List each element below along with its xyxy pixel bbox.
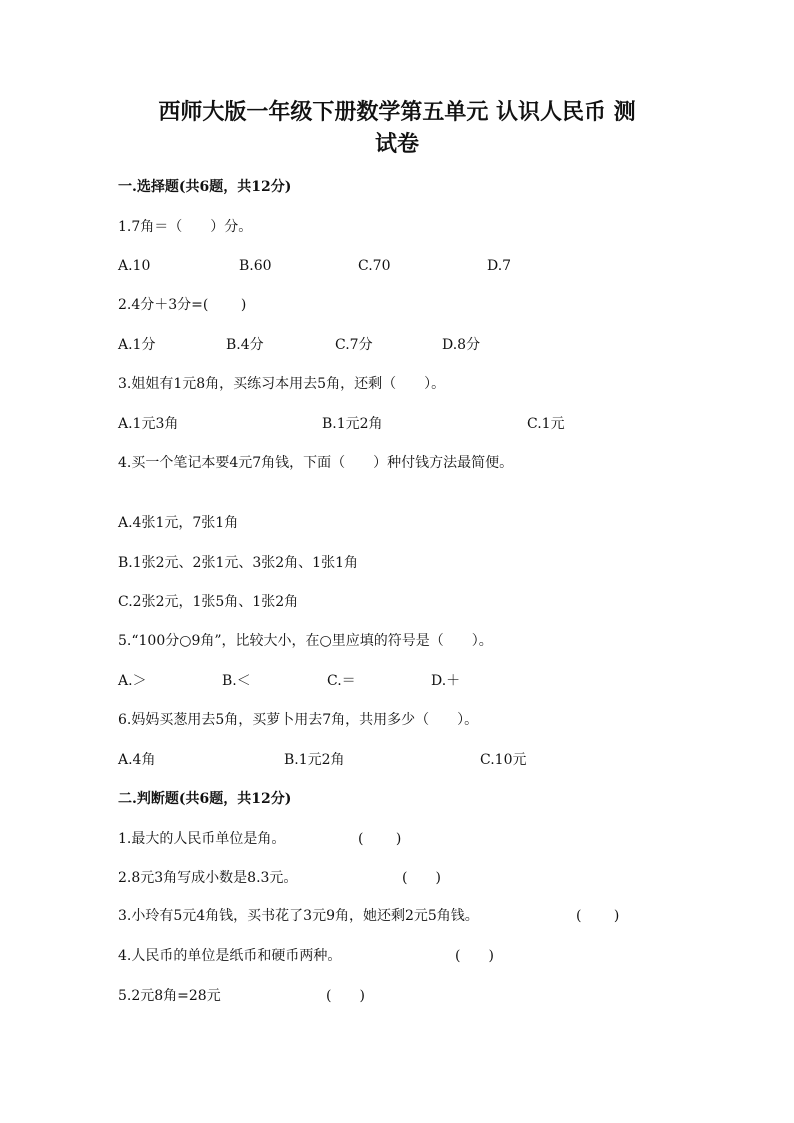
judge-4-bracket: ( ) xyxy=(455,948,494,964)
judge-5-stem: 5.2元8角=28元 xyxy=(118,988,221,1004)
q2-option-a: A.1分 xyxy=(118,337,156,353)
q1-option-a: A.10 xyxy=(118,258,151,274)
exam-title xyxy=(100,96,694,160)
q3-option-c: C.1元 xyxy=(527,416,565,432)
judge-1-stem: 1.最大的人民币单位是角。 xyxy=(118,831,286,847)
judge-3-bracket: ( ) xyxy=(576,908,620,924)
q6-option-a: A.4角 xyxy=(118,752,156,768)
q3-option-b: B.1元2角 xyxy=(322,416,383,432)
q5-option-d: D.＋ xyxy=(431,673,461,689)
q2-option-b: B.4分 xyxy=(226,337,264,353)
q1-stem: 1.7角＝（ ）分。 xyxy=(118,219,253,235)
judge-3-stem: 3.小玲有5元4角钱，买书花了3元9角，她还剩2元5角钱。 xyxy=(118,908,479,924)
q2-option-c: C.7分 xyxy=(335,337,373,353)
q4-stem: 4.买一个笔记本要4元7角钱，下面（ ）种付钱方法最简便。 xyxy=(118,455,514,471)
q4-option-b: B.1张2元、2张1元、3张2角、1张1角 xyxy=(118,555,358,571)
q1-option-b: B.60 xyxy=(239,258,272,274)
q2-option-d: D.8分 xyxy=(442,337,481,353)
q4-option-a: A.4张1元，7张1角 xyxy=(118,515,239,531)
judge-4-stem: 4.人民币的单位是纸币和硬币两种。 xyxy=(118,948,342,964)
q6-option-b: B.1元2角 xyxy=(284,752,345,768)
judge-2-stem: 2.8元3角写成小数是8.3元。 xyxy=(118,870,298,886)
judge-2-bracket: ( ) xyxy=(402,870,441,886)
q1-option-c: C.70 xyxy=(358,258,391,274)
section-2-heading: 二.判断题(共6题，共12分) xyxy=(118,791,292,807)
judge-1-bracket: ( ) xyxy=(358,831,402,847)
q5-option-c: C.＝ xyxy=(327,673,356,689)
q5-option-a: A.＞ xyxy=(118,673,147,689)
title-line-2: 试卷 xyxy=(374,131,419,157)
q2-stem: 2.4分＋3分=( ) xyxy=(118,297,247,313)
q3-stem: 3.姐姐有1元8角，买练习本用去5角，还剩（ ）。 xyxy=(118,376,446,392)
q4-option-c: C.2张2元，1张5角、1张2角 xyxy=(118,594,299,610)
q6-stem: 6.妈妈买葱用去5角，买萝卜用去7角，共用多少（ ）。 xyxy=(118,712,479,728)
q3-option-a: A.1元3角 xyxy=(118,416,179,432)
q6-option-c: C.10元 xyxy=(480,752,527,768)
q5-option-b: B.＜ xyxy=(222,673,251,689)
judge-5-bracket: ( ) xyxy=(326,988,365,1004)
q1-option-d: D.7 xyxy=(487,258,512,274)
section-1-heading: 一.选择题(共6题，共12分) xyxy=(118,179,292,195)
q5-stem: 5.“100分○9角”，比较大小，在○里应填的符号是（ ）。 xyxy=(118,633,493,649)
title-line-1: 西师大版一年级下册数学第五单元 认识人民币 测 xyxy=(158,99,636,125)
